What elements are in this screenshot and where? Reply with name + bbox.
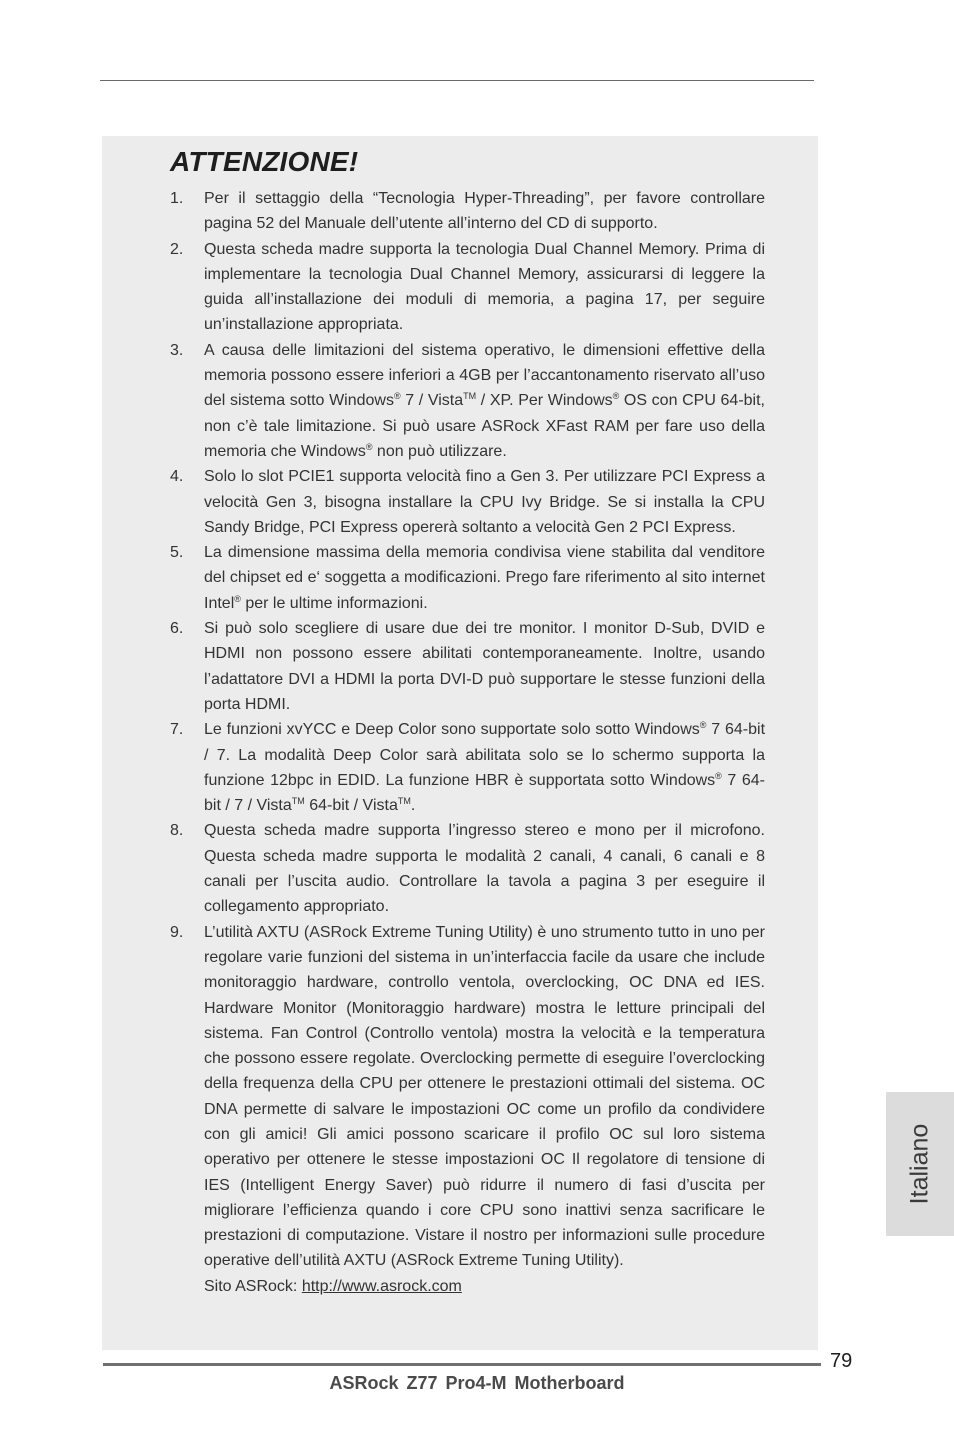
page-title: ATTENZIONE! [170, 146, 359, 177]
note-text: A causa delle limitazioni del sistema operativo, le dimensioni effettive della memoria possono essere inferiori a 4GB per l’accantonamento riservato all’uso del sistema sotto Windows® 7 / Vista™ / XP. Per Windows® OS con CPU 64-bit, non c’è tale limitazione. Si può usare ASRock XFast RAM per fare uso della memoria che Windows® non può utilizzare. [204, 341, 765, 460]
note-text: L’utilità AXTU (ASRock Extreme Tuning Utility) è uno strumento tutto in uno per regolare varie funzioni del sistema in un’interfaccia facile da usare che include monitoraggio hardware, controllo ventola, overclocking, OC DNA ed IES. Hardware Monitor (Monitoraggio hardware) mostra le letture principali del sistema. Fan Control (Controllo ventola) mostra la velocità e la temperatura che possono essere regolate. Overclocking permette di eseguire l’overclocking della frequenza della CPU per ottenere le prestazioni ottimali del sistema. OC DNA permette di salvare le impostazioni OC come un profilo da condividere con gli amici! Gli amici possono scaricare il profilo OC sul loro sistema operativo per ottenere le stesse impostazioni OC Il regolatore di tensione di IES (Intelligent Energy Saver) può ridurre il numero di fasi d’uscita per migliorare l’efficienza quando i core CPU sono inattivi senza sacrificare le prestazioni di computazione. Vistare il nostro per informazioni sulle procedure operative dell’utilità AXTU (ASRock Extreme Tuning Utility). [204, 923, 765, 1270]
note-text: La dimensione massima della memoria condivisa viene stabilita dal venditore del chipset ed e‘ soggetta a modificazioni. Prego fare riferimento al sito internet Intel® per le ultime informazioni. [204, 544, 765, 612]
note-number: 9. [170, 923, 184, 941]
note-item [170, 616, 765, 717]
page-number: 79 [830, 1350, 853, 1372]
note-number: 7. [170, 721, 184, 739]
note-number: 8. [170, 822, 184, 840]
top-rule [100, 80, 814, 81]
note-text: Le funzioni xvYCC e Deep Color sono supportate solo sotto Windows® 7 64-bit / 7. La modalità Deep Color sarà abilitata solo se lo schermo supporta la funzione 12bpc in EDID. La funzione HBR è supportata sotto Windows® 7 64-bit / 7 / Vista™ 64-bit / Vista™. [204, 720, 766, 815]
note-item [170, 464, 765, 540]
note-text: Si può solo scegliere di usare due dei tre monitor. I monitor D-Sub, DVID e HDMI non possono essere abilitati contemporaneamente. Inoltre, usando l’adattatore DVI a HDMI la porta DVI-D può supportare le stesse funzioni della porta HDMI. [204, 620, 765, 713]
note-text: Per il settaggio della “Tecnologia Hyper-Threading”, per favore controllare pagina 52 del Manuale dell’utente all’interno del CD di supporto. [204, 190, 765, 233]
footer-title [0, 1373, 954, 1394]
note-number: 6. [170, 620, 184, 638]
note-list [170, 186, 765, 1299]
language-tab-label: Italiano [905, 1123, 934, 1205]
note-number: 1. [170, 190, 184, 207]
note-item [170, 338, 765, 464]
note-number: 4. [170, 468, 184, 486]
note-text: Questa scheda madre supporta l’ingresso stereo e mono per il microfono. Questa scheda madre supporta le modalità 2 canali, 4 canali, 6 canali e 8 canali per l’uscita audio. Controllare la tavola a pagina 3 per eseguire il collegamento appropriato. [204, 822, 765, 916]
note-text: Questa scheda madre supporta la tecnologia Dual Channel Memory. Prima di implementare la tecnologia Dual Channel Memory, assicurarsi di leggere la guida all’installazione dei moduli di memoria, a pagina 17, per seguire un’installazione appropriata. [204, 240, 765, 334]
note-item [170, 237, 765, 338]
footer-title-text: ASRock Z77 Pro4-M Motherboard [329, 1373, 625, 1393]
note-item [170, 186, 765, 237]
note-text: Solo lo slot PCIE1 supporta velocità fino a Gen 3. Per utilizzare PCI Express a velocità Gen 3, bisogna installare la CPU Ivy Bridge. Se si installa la CPU Sandy Bridge, PCI Express opererà soltanto a velocità Gen 2 PCI Express. [204, 468, 765, 536]
note-item [170, 818, 765, 919]
note-number: 2. [170, 240, 184, 258]
site-label: Sito ASRock: [204, 1277, 302, 1295]
note-site-line [204, 1274, 765, 1299]
asrock-website-link[interactable]: http://www.asrock.com [301, 1277, 462, 1295]
note-item [170, 540, 765, 616]
note-item [170, 717, 765, 818]
bottom-rule [103, 1363, 821, 1366]
note-item [170, 920, 765, 1299]
note-number: 5. [170, 544, 184, 562]
note-number: 3. [170, 341, 184, 359]
language-tab [886, 1092, 954, 1236]
